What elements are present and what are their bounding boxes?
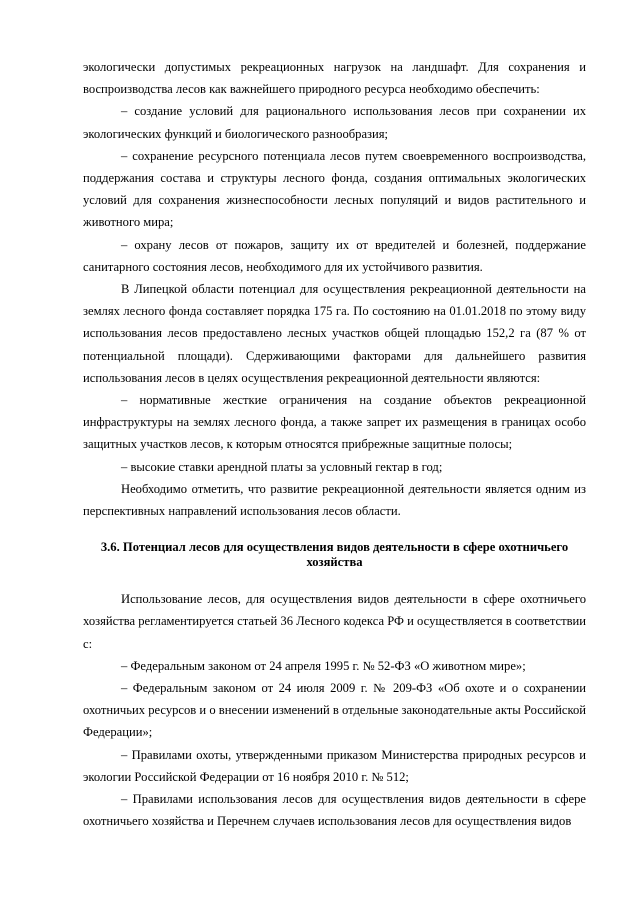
- paragraph-hunting-regulation: Использование лесов, для осуществления видов деятельности в сфере охотничьего хозяйства регламентируется статьей 36 Лесного кодекса РФ и осуществляется в соответствии с:: [83, 592, 586, 651]
- list-item-forest-use-rules: – Правилами использования лесов для осуществления видов деятельности в сфере охотничьего хозяйства и Перечнем случаев использования лесов для осуществления видов: [83, 792, 586, 829]
- paragraph-lipetsk-recreation: В Липецкой области потенциал для осуществления рекреационной деятельности на землях лесного фонда составляет порядка 175 га. По состоянию на 01.01.2018 по этому виду использования лесов предоставлено лесных участков общей площадью 152,2 га (87 % от потенциальной площади). Сдерживающими факторами для дальнейшего развития использования лесов в целях осуществления рекреационной деятельности являются:: [83, 282, 586, 385]
- list-item-forest-protection: – охрану лесов от пожаров, защиту их от вредителей и болезней, поддержание санитарного состояния лесов, необходимого для их устойчивого развития.: [83, 237, 586, 274]
- list-item-law-52: – Федеральным законом от 24 апреля 1995 г. № 52-ФЗ «О животном мире»;: [121, 658, 526, 673]
- paragraph-conclusion: Необходимо отметить, что развитие рекреационной деятельности является одним из перспективных направлений использования лесов области.: [83, 481, 586, 519]
- list-item-conditions: – создание условий для рационального использования лесов при сохранении их экологических функций и биологического разнообразия;: [83, 104, 586, 141]
- list-item-rent-rates: – высокие ставки арендной платы за условный гектар в год;: [121, 459, 443, 474]
- list-item-restrictions: – нормативные жесткие ограничения на создание объектов рекреационной инфраструктуры на землях лесного фонда, а также запрет их размещения в границах особо защитных участков лесов, к которым относятся прибрежные защитные полосы;: [83, 393, 586, 452]
- list-item-resource-potential: – сохранение ресурсного потенциала лесов путем своевременного воспроизводства, поддержания состава и структуры лесного фонда, создания оптимальных экологических условий для сохранения жизнеспособности лесных популяций и видов растительного и животного мира;: [83, 148, 586, 230]
- list-item-law-209: – Федеральным законом от 24 июля 2009 г. № 209-ФЗ «Об охоте и о сохранении охотничьих ресурсов и о внесении изменений в отдельные законодательные акты Российской Федерации»;: [83, 681, 586, 740]
- list-item-hunting-rules: – Правилами охоты, утвержденными приказом Министерства природных ресурсов и экологии Российской Федерации от 16 ноября 2010 г. № 512;: [83, 747, 586, 784]
- paragraph-continued: экологически допустимых рекреационных нагрузок на ландшафт. Для сохранения и воспроизводства лесов как важнейшего природного ресурса необходимо обеспечить:: [83, 60, 586, 97]
- section-heading: 3.6. Потенциал лесов для осуществления видов деятельности в сфере охотничьего хозяйства: [100, 540, 569, 570]
